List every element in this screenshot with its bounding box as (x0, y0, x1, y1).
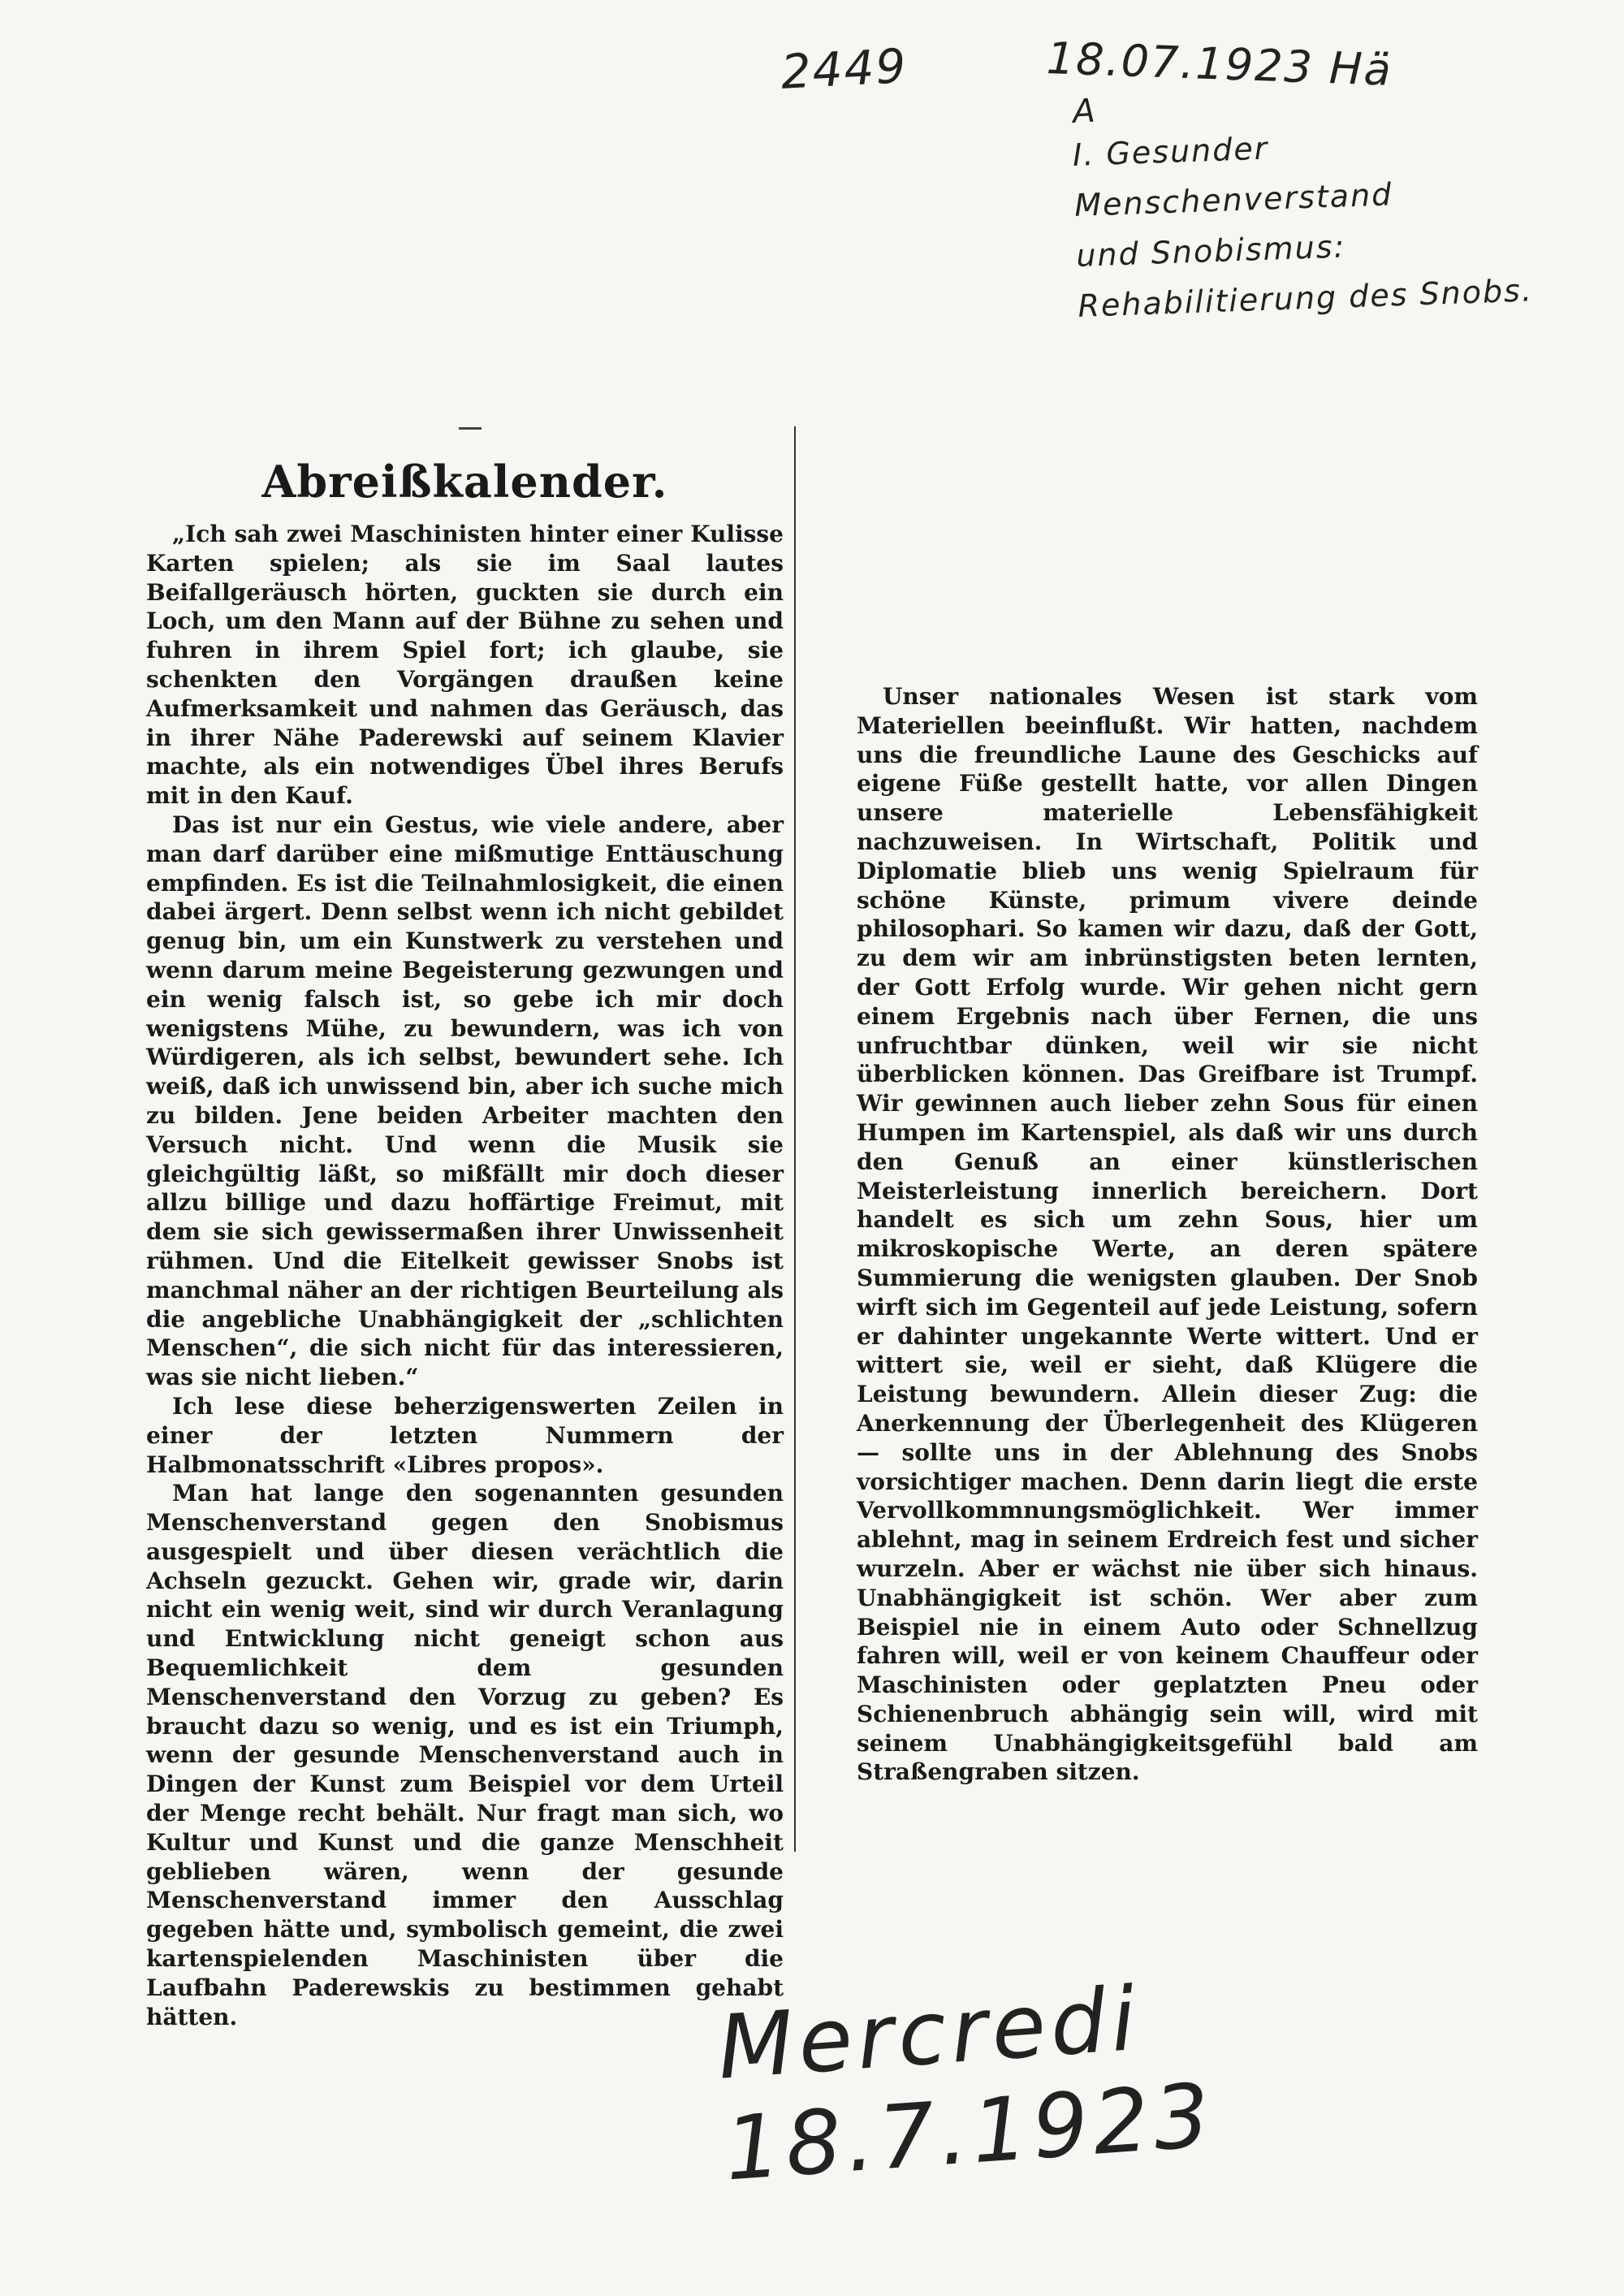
article-title: Abreißkalender. (261, 456, 668, 508)
article-paragraph: Unser nationales Wesen ist stark vom Materiellen beeinflußt. Wir hatten, nachdem uns die freundliche Laune des Geschicks auf eigene Füße gestellt hatte, vor allen Dingen unsere materielle Lebensfähigkeit nachzuweisen. In Wirtschaft, Politik und Diplomatie blieb uns wenig Spielraum für schöne Künste, primum vivere deinde philosophari. So kamen wir dazu, daß der Gott, zu dem wir am inbrünstigsten beten lernten, der Gott Erfolg wurde. Wir gehen nicht gern einem Ergebnis nach über Fernen, die uns unfruchtbar dünken, weil wir sie nicht überblicken können. Das Greifbare ist Trumpf. Wir gewinnen auch lieber zehn Sous für einen Humpen im Kartenspiel, als daß wir uns durch den Genuß an einer künstlerischen Meisterleistung innerlich bereichern. Dort handelt es sich um zehn Sous, hier um mikroskopische Werte, an deren spätere Summierung die wenigsten glauben. Der Snob wirft sich im Gegenteil auf jede Leistung, sofern er dahinter ungekannte Werte wittert. Und er wittert sie, weil er sieht, daß Klügere die Leistung bewundern. Allein dieser Zug: die Anerkennung der Überlegenheit des Klügeren — sollte uns in der Ablehnung des Snobs vorsichtiger machen. Denn darin liegt die erste Vervollkommnungsmöglichkeit. Wer immer ablehnt, mag in seinem Erdreich fest und sicher wurzeln. Aber er wächst nie über sich hinaus. Unabhängigkeit ist schön. Wer aber zum Beispiel nie in einem Auto oder Schnellzug fahren will, weil er von keinem Chauffeur oder Maschinisten oder geplatzten Pneu oder Schienenbruch abhängig sein will, wird mit seinem Unabhängigkeitsgefühl bald am Straßengraben sitzen. (857, 683, 1478, 1786)
article-left-column (146, 455, 784, 2031)
column-rule (794, 426, 796, 1852)
article-right-column (857, 682, 1478, 1787)
archive-note: I. Gesunder Menschenverstand und Snobismus: Rehabilitierung des Snobs. (1072, 130, 1534, 324)
article-paragraph: Ich lese diese beherzigenswerten Zeilen in einer der letzten Nummern der Halbmonatsschrift «Libres propos». (146, 1392, 784, 1478)
article-paragraph: Man hat lange den sogenannten gesunden Menschenverstand gegen den Snobismus ausgespielt und über diesen verächtlich die Achseln gezuckt. Gehen wir, grade wir, darin nicht ein wenig weit, sind wir durch Veranlagung und Entwicklung nicht geneigt schon aus Bequemlichkeit dem gesunden Menschenverstand den Vorzug zu geben? Es braucht dazu so wenig, und es ist ein Triumph, wenn der gesunde Menschenverstand auch in Dingen der Kunst zum Beispiel vor dem Urteil der Menge recht behält. Nur fragt man sich, wo Kultur und Kunst und die ganze Menschheit geblieben wären, wenn der gesunde Menschenverstand immer den Ausschlag gegeben hätte und, symbolisch gemeint, die zwei kartenspielenden Maschinisten über die Laufbahn Paderewskis zu bestimmen gehabt hätten. (146, 1480, 784, 2030)
archive-number: 2449 (780, 37, 909, 100)
article-paragraph: „Ich sah zwei Maschinisten hinter einer Kulisse Karten spielen; als sie im Saal lautes Beifallgeräusch hörten, guckten sie durch ein Loch, um den Mann auf der Bühne zu sehen und fuhren in ihrem Spiel fort; ich glaube, sie schenkten den Vorgängen draußen keine Aufmerksamkeit und nahmen das Geräusch, das in ihrer Nähe Paderewski auf seinem Klavier machte, als ein notwendiges Übel ihres Berufs mit in den Kauf. (146, 521, 784, 810)
footer-handwritten-date: Mercredi 18.7.1923 (715, 1968, 1218, 2201)
title-dash (459, 427, 482, 430)
archive-date: 18.07.1923 Hä (1045, 32, 1393, 96)
article-paragraph: Das ist nur ein Gestus, wie viele andere, aber man darf darüber eine mißmutige Enttäuschung empfinden. Es ist die Teilnahmlosigkeit, die einen dabei ärgert. Denn selbst wenn ich nicht gebildet genug bin, um ein Kunstwerk zu verstehen und wenn darum meine Begeisterung gezwungen und ein wenig falsch ist, so gebe ich mir doch wenigstens Mühe, zu bewundern, was ich von Würdigeren, als ich selbst, bewundert sehe. Ich weiß, daß ich unwissend bin, aber ich suche mich zu bilden. Jene beiden Arbeiter machten den Versuch nicht. Und wenn die Musik sie gleichgültig läßt, so mißfällt mir doch dieser allzu billige und dazu hoffärtige Freimut, mit dem sie sich gewissermaßen ihrer Unwissenheit rühmen. Und die Eitelkeit gewisser Snobs ist manchmal näher an der richtigen Beurteilung als die angebliche Unabhängigkeit der „schlichten Menschen“, die sich nicht für das interessieren, was sie nicht lieben.“ (146, 811, 784, 1391)
archive-marker: A (1072, 92, 1098, 131)
